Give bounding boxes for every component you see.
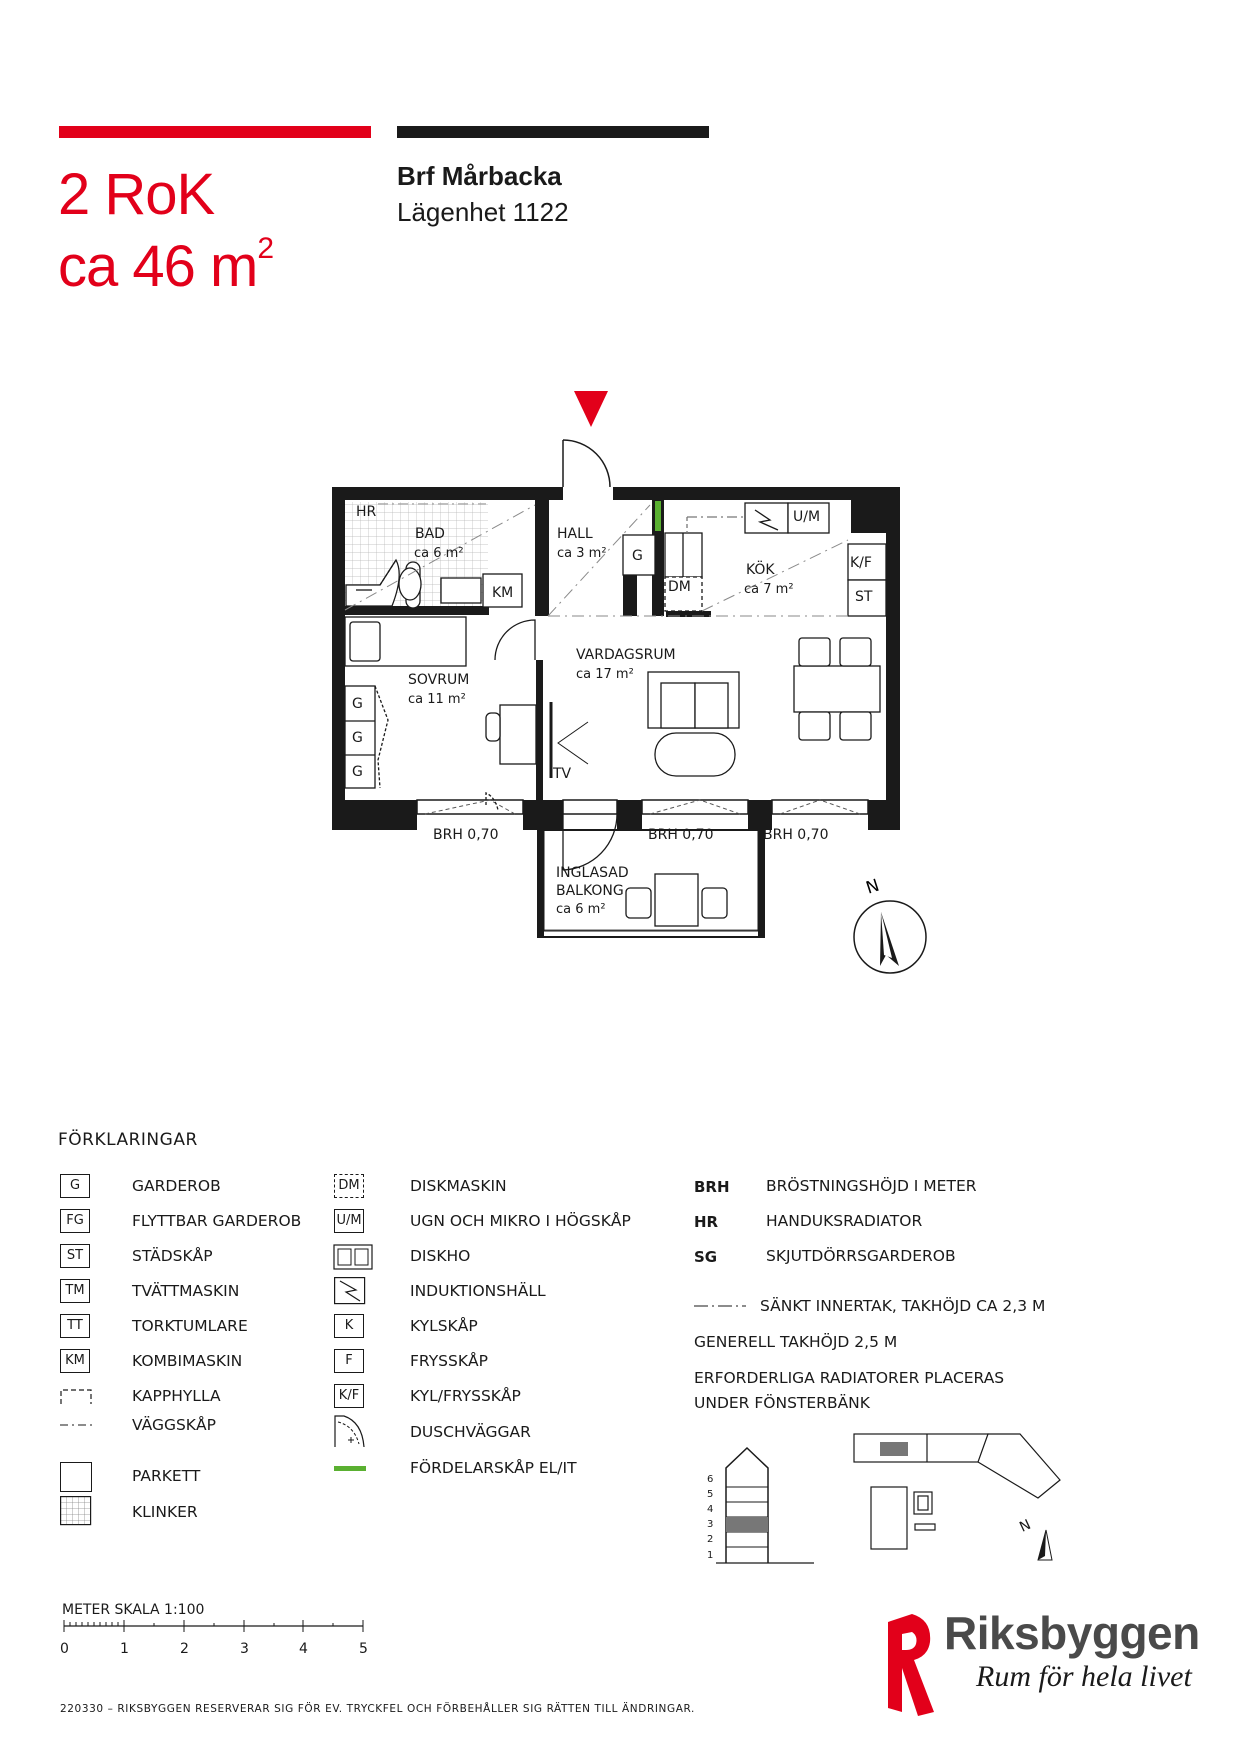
brand-name: Riksbyggen	[944, 1607, 1200, 1659]
legend-box-kf: K/F	[334, 1384, 364, 1408]
room-balkong-2: BALKONG	[556, 883, 624, 899]
room-vardagsrum: VARDAGSRUM	[576, 647, 676, 663]
legend-title: FÖRKLARINGAR	[58, 1130, 198, 1150]
project-name: Brf Mårbacka	[397, 161, 562, 191]
room-balkong-area: ca 6 m²	[556, 902, 606, 917]
svg-text:5: 5	[707, 1489, 714, 1500]
legend-code-sg: SG	[694, 1248, 718, 1266]
room-bad-area: ca 6 m²	[414, 546, 464, 561]
legend-label-vaggskap: VÄGGSKÅP	[132, 1416, 216, 1434]
coat-shelf-icon	[60, 1386, 92, 1406]
tv-mark: TV	[553, 766, 572, 782]
scale-tick-2: 2	[180, 1641, 189, 1657]
legend-label-brh: BRÖSTNINGSHÖJD I METER	[766, 1177, 977, 1195]
legend-label-hr: HANDUKSRADIATOR	[766, 1212, 923, 1230]
legend-label-sg: SKJUTDÖRRSGARDEROB	[766, 1247, 956, 1265]
shower-wall-icon	[334, 1414, 366, 1448]
room-vardagsrum-area: ca 17 m²	[576, 667, 634, 682]
legend-box-st: ST	[60, 1244, 90, 1268]
g-mark-3: G	[352, 764, 363, 780]
distribution-cabinet	[655, 501, 661, 531]
disclaimer: 220330 – RIKSBYGGEN RESERVERAR SIG FÖR EV. TRYCKFEL OCH FÖRBEHÅLLER SIG RÄTTEN TILL ÄNDRINGAR.	[60, 1703, 695, 1715]
brh-3: BRH 0,70	[763, 827, 829, 843]
km-mark: KM	[492, 585, 514, 601]
st-mark: ST	[855, 589, 873, 605]
legend-label-klinker: KLINKER	[132, 1503, 198, 1521]
legend-box-dm: DM	[334, 1174, 364, 1198]
room-bad: BAD	[415, 526, 445, 542]
scale-tick-3: 3	[240, 1641, 249, 1657]
legend-box-fg: FG	[60, 1209, 90, 1233]
legend-label-garderob: GARDEROB	[132, 1177, 221, 1195]
legend-label-flyttbar: FLYTTBAR GARDEROB	[132, 1212, 302, 1230]
legend-label-duschvaggar: DUSCHVÄGGAR	[410, 1423, 531, 1441]
g-mark-hall: G	[632, 548, 643, 564]
scale-tick-4: 4	[299, 1641, 308, 1657]
svg-text:6: 6	[707, 1474, 714, 1485]
induction-hob-icon	[334, 1277, 366, 1305]
legend-box-km: KM	[60, 1349, 90, 1373]
wall-cabinet-icon	[60, 1420, 92, 1430]
dm-mark: DM	[668, 579, 691, 595]
legend-label-induktion: INDUKTIONSHÄLL	[410, 1282, 546, 1300]
legend-note-radiator-1: ERFORDERLIGA RADIATORER PLACERAS	[694, 1369, 1005, 1387]
room-kok-area: ca 7 m²	[744, 582, 794, 597]
legend-label-tvattmaskin: TVÄTTMASKIN	[132, 1282, 240, 1300]
g-mark-2: G	[352, 730, 363, 746]
legend-label-diskmaskin: DISKMASKIN	[410, 1177, 507, 1195]
um-mark: U/M	[793, 509, 821, 525]
legend-box-g: G	[60, 1174, 90, 1198]
legend-label-diskho: DISKHO	[410, 1247, 471, 1265]
legend-box-k: K	[334, 1314, 364, 1338]
legend-box-tt: TT	[60, 1314, 90, 1338]
bedroom-furniture	[345, 617, 536, 810]
apartment-number: Lägenhet 1122	[397, 197, 569, 227]
legend-box-um: U/M	[334, 1209, 364, 1233]
room-hall: HALL	[557, 526, 593, 542]
legend-label-torktumlare: TORKTUMLARE	[132, 1317, 248, 1335]
key-plan-north-arrow-icon	[1017, 1517, 1052, 1560]
north-label: N	[863, 875, 882, 899]
legend-label-kylskap: KYLSKÅP	[410, 1317, 478, 1335]
brh-1: BRH 0,70	[433, 827, 499, 843]
brand-tagline: Rum för hela livet	[976, 1660, 1192, 1693]
room-sovrum-area: ca 11 m²	[408, 692, 466, 707]
distribution-cabinet-icon	[334, 1466, 366, 1471]
legend-code-brh: BRH	[694, 1178, 730, 1196]
svg-text:1: 1	[707, 1550, 714, 1561]
scale-label: METER SKALA 1:100	[62, 1602, 205, 1618]
key-plan	[690, 1430, 1110, 1570]
scale-tick-5: 5	[359, 1641, 368, 1657]
scale-tick-0: 0	[60, 1641, 69, 1657]
legend-label-fordelarskap: FÖRDELARSKÅP EL/IT	[410, 1459, 577, 1477]
entrance-arrow-icon	[574, 391, 608, 427]
room-count-title: 2 RoK	[58, 162, 215, 227]
svg-text:3: 3	[707, 1519, 714, 1530]
legend-label-ugn: UGN OCH MIKRO I HÖGSKÅP	[410, 1212, 631, 1230]
area-title: ca 46 $m^2$	[58, 232, 274, 299]
north-arrow-icon	[854, 876, 926, 973]
svg-text:2: 2	[707, 1534, 714, 1545]
legend-label-kombimaskin: KOMBIMASKIN	[132, 1352, 243, 1370]
room-kok: KÖK	[746, 562, 775, 578]
sink-icon	[333, 1244, 373, 1270]
g-mark-1: G	[352, 696, 363, 712]
legend-note-ceiling: SÄNKT INNERTAK, TAKHÖJD CA 2,3 M	[760, 1297, 1046, 1315]
room-balkong-1: INGLASAD	[556, 865, 629, 881]
scale-tick-1: 1	[120, 1641, 129, 1657]
legend-label-frysskap: FRYSSKÅP	[410, 1352, 488, 1370]
legend-label-kapphylla: KAPPHYLLA	[132, 1387, 221, 1405]
legend-label-stadskap: STÄDSKÅP	[132, 1247, 213, 1265]
entrance-door	[563, 440, 610, 487]
legend-code-hr: HR	[694, 1213, 719, 1231]
parquet-icon	[60, 1462, 92, 1492]
building-section	[707, 1448, 814, 1563]
kf-mark: K/F	[850, 555, 872, 571]
room-sovrum: SOVRUM	[408, 672, 470, 688]
tile-icon	[60, 1496, 92, 1526]
legend-note-height: GENERELL TAKHÖJD 2,5 M	[694, 1333, 898, 1351]
riksbyggen-logo-icon	[882, 1612, 938, 1716]
brh-2: BRH 0,70	[648, 827, 714, 843]
legend-note-radiator-2: UNDER FÖNSTERBÄNK	[694, 1394, 870, 1412]
key-plan-north-label: N	[1017, 1516, 1034, 1536]
legend-box-f: F	[334, 1349, 364, 1373]
room-hall-area: ca 3 m²	[557, 546, 607, 561]
scale-bar	[56, 1618, 368, 1638]
hr-mark: HR	[356, 504, 377, 520]
lowered-ceiling-icon	[694, 1302, 746, 1310]
legend-box-tm: TM	[60, 1279, 90, 1303]
legend-label-parkett: PARKETT	[132, 1467, 201, 1485]
legend-label-kylfrys: KYL/FRYSSKÅP	[410, 1387, 521, 1405]
svg-text:4: 4	[707, 1504, 714, 1515]
